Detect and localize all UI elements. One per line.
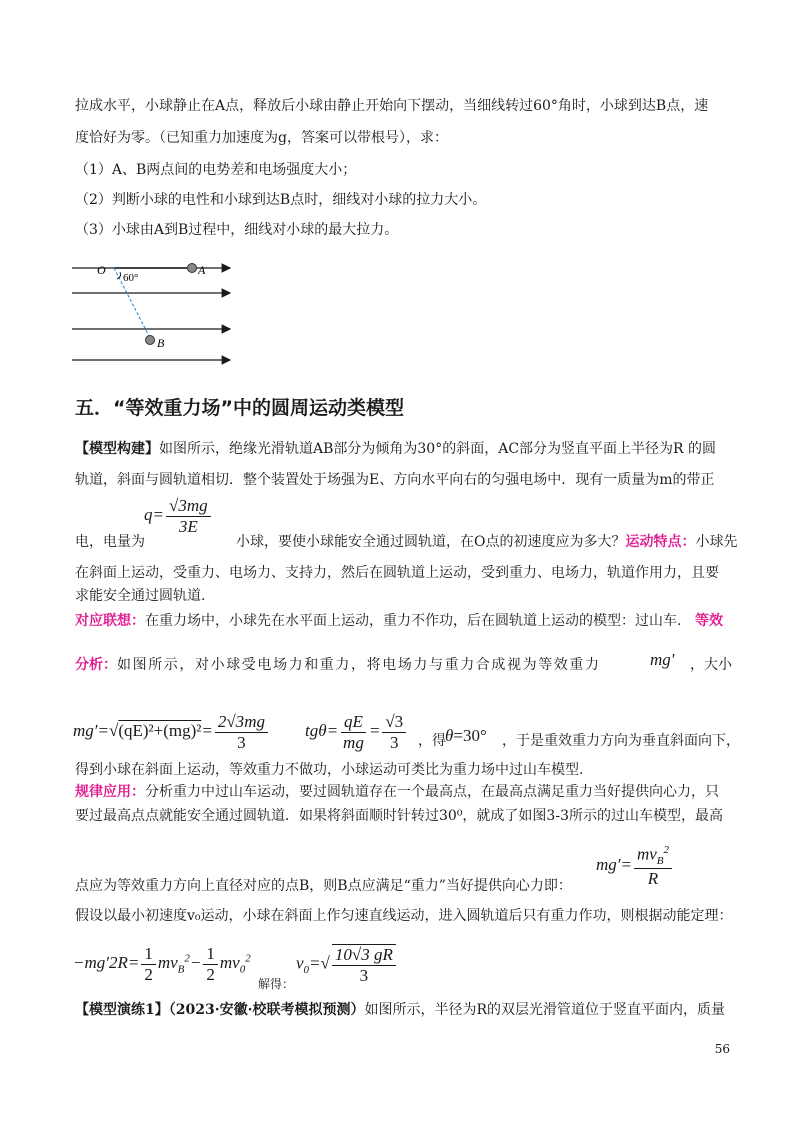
assoc-label-2: 等效 xyxy=(695,613,723,629)
rule-line-2: 要过最高点点就能安全通过圆轨道．如果将斜面顺时针转过30⁰，就成了如图3-3所示的过山车模型，最高 xyxy=(75,808,723,824)
field-figure xyxy=(70,250,240,370)
feature-label: 运动特点： xyxy=(625,534,696,550)
section-title: 五．“等效重力场”中的圆周运动类模型 xyxy=(75,397,404,419)
analysis-line: 分析：如图所示，对小球受电场力和重力，将电场力与重力合成视为等效重力 xyxy=(75,657,601,673)
analysis-line-3: 得到小球在斜面上运动，等效重力不做功，小球运动可类比为重力场中过山车模型. xyxy=(75,762,584,778)
model-line-4: 在斜面上运动，受重力、电场力、支持力，然后在圆轨道上运动，受到重力、电场力，轨道作用力，且要 xyxy=(75,565,719,581)
model-line-1: 【模型构建】如图所示，绝缘光滑轨道AB部分为倾角为30°的斜面，AC部分为竖直平面上半径为R 的圆 xyxy=(75,441,717,457)
label-b: B xyxy=(157,336,165,350)
label-a: A xyxy=(198,263,206,277)
analysis-label: 分析： xyxy=(75,657,117,673)
solve-label: 解得： xyxy=(258,977,295,991)
practice-source: （2023·安徽·校联考模拟预测） xyxy=(168,1002,365,1018)
label-o: O xyxy=(97,263,106,277)
v0-result: $v_0=√$ $\frac{10√3 gR}{3}$ xyxy=(296,944,398,985)
rule-line-4: 假设以最小初速度v₀运动，小球在斜面上作匀速直线运动，进入圆轨道后只有重力作功，则根据动能定理： xyxy=(75,908,733,924)
rule-label: 规律应用： xyxy=(75,784,145,800)
practice-line: 【模型演练1】（2023·安徽·校联考模拟预测）如图所示，半径为R的双层光滑管道位于竖直平面内，质量 xyxy=(75,1002,726,1018)
mg-prime: mg′ xyxy=(650,650,675,669)
intro-line-2: 度恰好为零。（已知重力加速度为g，答案可以带根号），求： xyxy=(75,130,448,146)
angle-label: 60° xyxy=(123,272,139,284)
model-line-2: 轨道，斜面与圆轨道相切．整个装置处于场强为E、方向水平向右的匀强电场中．现有一质量为m的带正 xyxy=(75,472,715,488)
question-3: （3）小球由A到B过程中，细线对小球的最大拉力。 xyxy=(75,222,399,238)
assoc-label: 对应联想： xyxy=(75,613,145,629)
charge-formula: q= $\frac{√3mg}{3E}$ xyxy=(144,496,213,536)
theta-value: θ=30° xyxy=(445,726,487,745)
analysis-eq-tail-2: ，于是重效重力方向为垂直斜面向下， xyxy=(502,733,740,749)
intro-line-1: 拉成水平，小球静止在A点，释放后小球由静止开始向下摆动，当细线转过60°角时，小球到达B点，速 xyxy=(75,98,709,114)
model-line-3: 小球，要使小球能安全通过圆轨道，在O点的初速度应为多大？运动特点：小球先 xyxy=(236,534,738,550)
mg-equation: mg′=√(qE)²+(mg)²= $\frac{2√3mg}{3}$ xyxy=(73,712,270,752)
model-tag: 【模型构建】 xyxy=(75,441,159,457)
analysis-eq-tail: ，得 xyxy=(418,733,446,749)
model-line-5: 求能安全通过圆轨道. xyxy=(75,588,206,604)
page-number: 56 xyxy=(714,1042,730,1056)
assoc-line: 对应联想：在重力场中，小球先在水平面上运动，重力不作功，后在圆轨道上运动的模型：过山车. xyxy=(75,613,682,629)
question-1: （1）A、B两点间的电势差和电场强度大小； xyxy=(75,162,357,178)
practice-tag: 【模型演练1】 xyxy=(75,1002,169,1018)
centripetal-formula: mg′= $\frac{mv_B^2}{R}$ xyxy=(596,844,674,888)
rule-line-3: 点应为等效重力方向上直径对应的点B，则B点应满足“重力”当好提供向心力即： xyxy=(75,878,572,894)
rule-line-1: 规律应用：分析重力中过山车运动，要过圆轨道存在一个最高点，在最高点满足重力当好提供向心力，只 xyxy=(75,784,719,800)
energy-equation: −mg′2R= $\frac{1}{2}$ $mv_B^2-$ $\frac{1}{2}$ $mv_0^2$ xyxy=(73,944,251,984)
tan-equation: tgθ= $\frac{qE}{mg}$ = $\frac{√3}{3}$ xyxy=(305,712,408,752)
analysis-tail: ，大小 xyxy=(690,657,732,673)
model-line-3a: 电，电量为 xyxy=(75,534,145,550)
question-2: （2）判断小球的电性和小球到达B点时，细线对小球的拉力大小。 xyxy=(75,192,487,208)
